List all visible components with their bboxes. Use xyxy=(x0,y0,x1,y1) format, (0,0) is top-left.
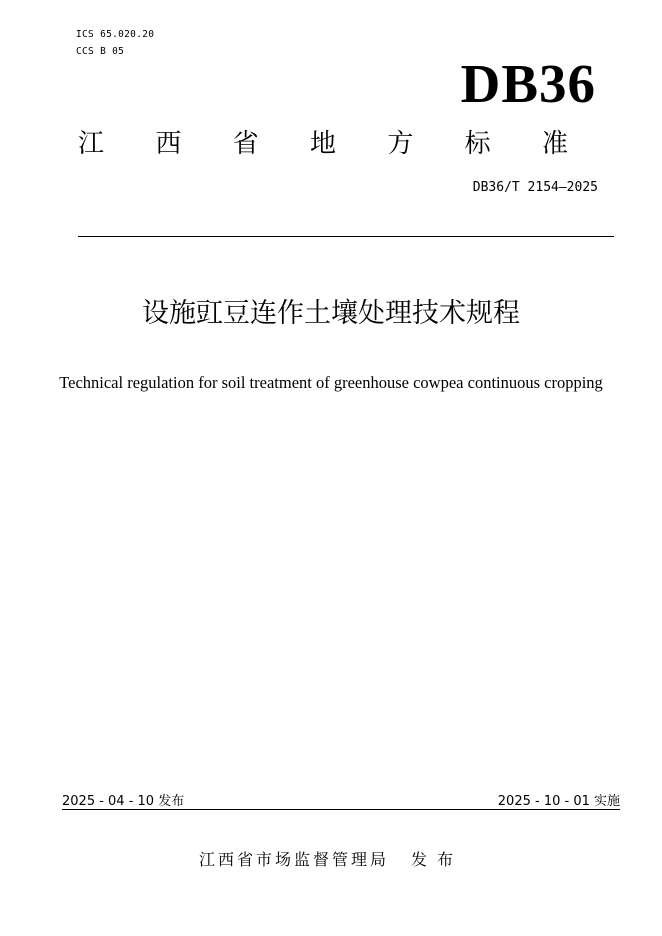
footer-divider xyxy=(62,809,620,810)
standard-type-char: 省 xyxy=(232,129,259,159)
document-title-chinese: 设施豇豆连作土壤处理技术规程 xyxy=(142,298,520,329)
ccs-code: CCS B 05 xyxy=(76,46,125,57)
standard-type-char: 标 xyxy=(464,129,491,159)
standard-type-char: 西 xyxy=(155,129,182,159)
standard-type-char: 地 xyxy=(309,129,336,159)
implementation-date: 2025 - 10 - 01 实施 xyxy=(497,794,620,809)
standard-logo: DB36 xyxy=(460,53,596,114)
standard-type-heading xyxy=(78,128,568,160)
document-title-english: Technical regulation for soil treatment of greenhouse cowpea continuous cropping xyxy=(59,373,603,392)
standard-type-char: 准 xyxy=(541,129,568,159)
issue-date: 2025 - 04 - 10 发布 xyxy=(62,794,185,809)
standard-type-char: 江 xyxy=(78,129,105,159)
publisher-organization: 江西省市场监督管理局 xyxy=(198,850,389,869)
standard-number: DB36/T 2154—2025 xyxy=(472,180,598,195)
header-divider xyxy=(78,236,614,237)
standard-type-char: 方 xyxy=(387,129,414,159)
ics-code: ICS 65.020.20 xyxy=(76,29,155,40)
publisher-action: 发布 xyxy=(411,850,464,869)
publisher-line xyxy=(0,849,662,871)
